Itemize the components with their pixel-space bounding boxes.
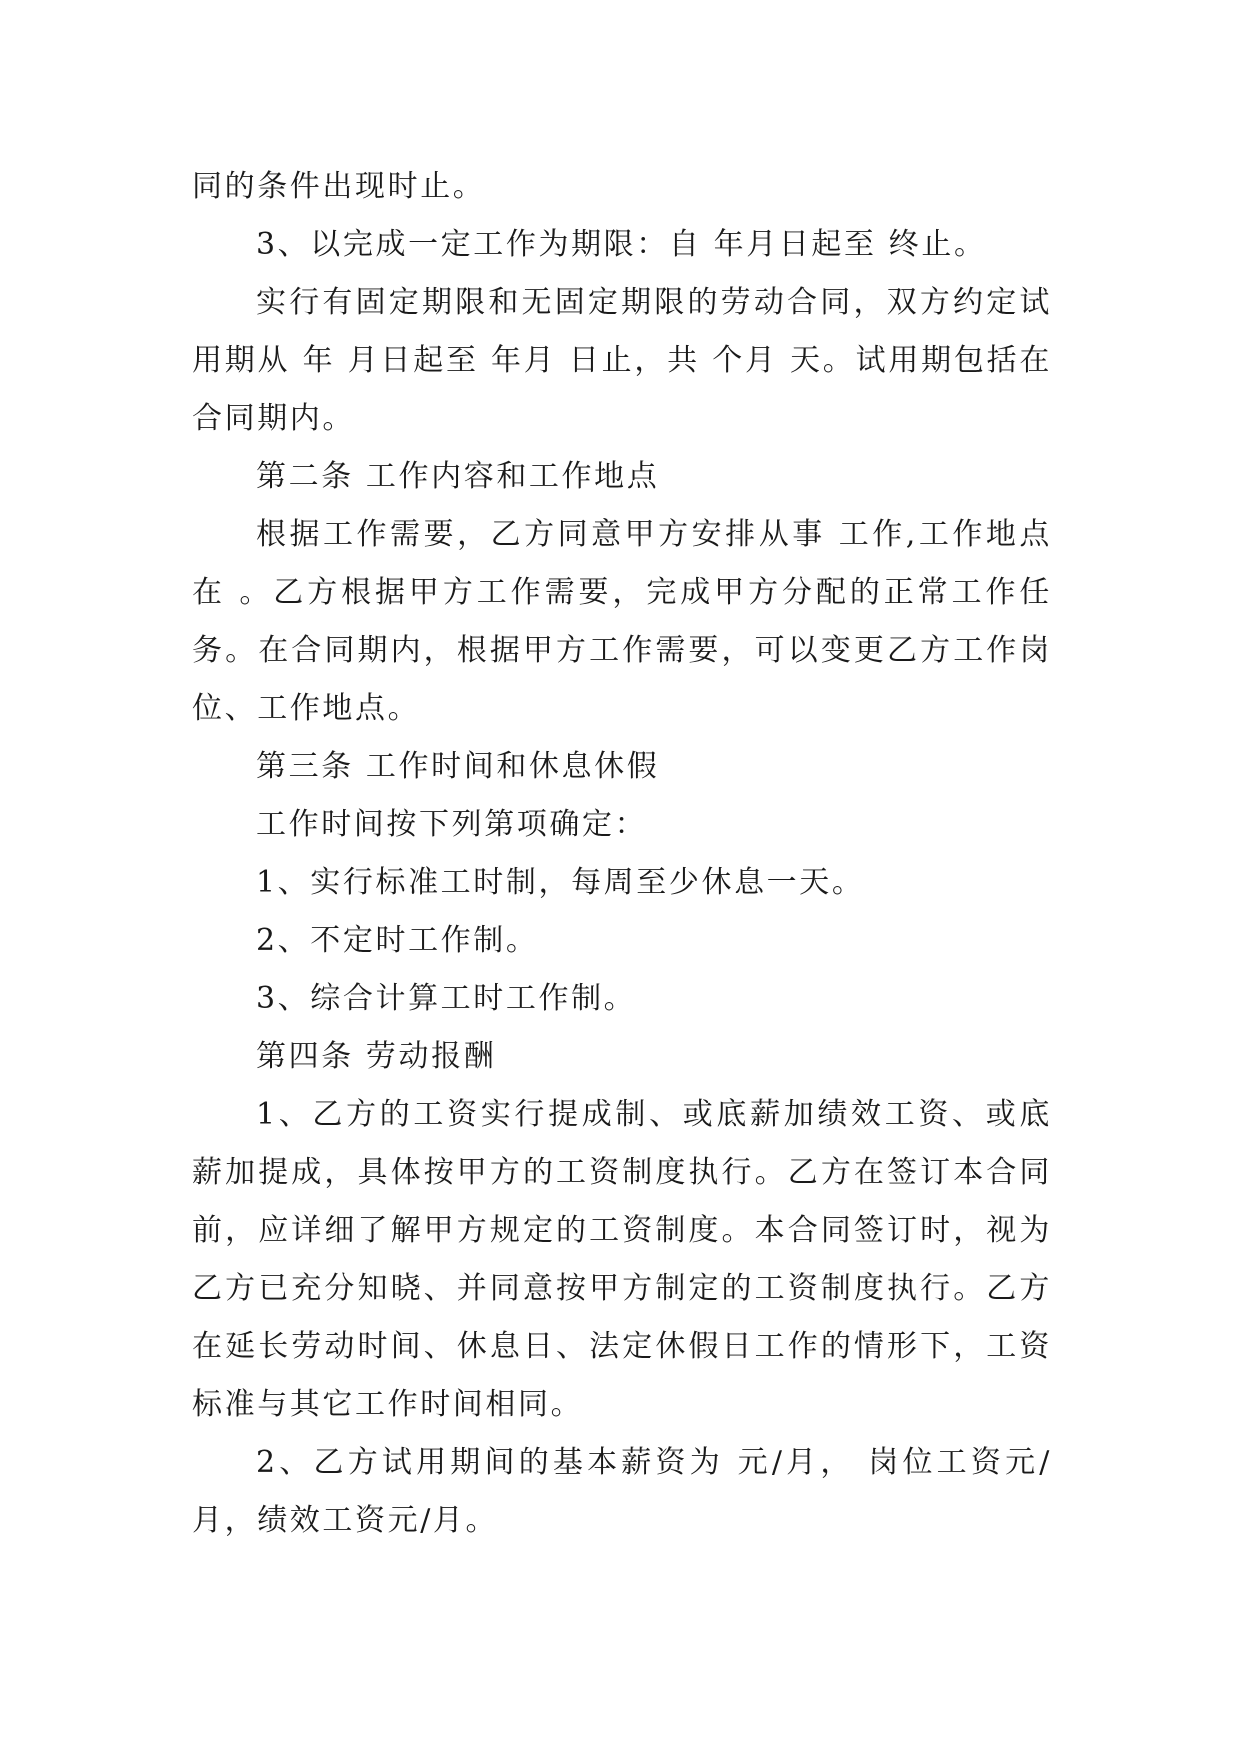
list-item-comprehensive-hours: 3、综合计算工时工作制。 [256,981,637,1016]
paragraph-work-time-intro: 工作时间按下列第项确定： [256,807,648,842]
heading-article-4: 第四条 劳动报酬 [256,1039,497,1074]
paragraph-continuation: 同的条件出现时止。 [192,169,486,204]
paragraph-term-option-3: 3、以完成一定工作为期限：自 年月日起至 终止。 [256,227,987,262]
heading-article-3: 第三条 工作时间和休息休假 [256,749,660,784]
paragraph-probation-salary: 2、乙方试用期间的基本薪资为 元/月， 岗位工资元/月，绩效工资元/月。 [192,1445,1052,1538]
document-body [192,158,1052,1550]
list-item-standard-hours: 1、实行标准工时制，每周至少休息一天。 [256,865,865,900]
paragraph-salary-system: 1、乙方的工资实行提成制、或底薪加绩效工资、或底薪加提成，具体按甲方的工资制度执行。乙方在签订本合同前，应详细了解甲方规定的工资制度。本合同签订时，视为乙方已充分知晓、并同意按甲方制定的工资制度执行。乙方在延长劳动时间、休息日、法定休假日工作的情形下，工资标准与其它工作时间相同。 [192,1097,1052,1422]
paragraph-probation: 实行有固定期限和无固定期限的劳动合同，双方约定试用期从 年 月日起至 年月 日止，共 个月 天。试用期包括在合同期内。 [192,285,1052,436]
list-item-flexible-hours: 2、不定时工作制。 [256,923,539,958]
heading-article-2: 第二条 工作内容和工作地点 [256,459,660,494]
paragraph-work-content: 根据工作需要，乙方同意甲方安排从事 工作,工作地点在 。乙方根据甲方工作需要，完成甲方分配的正常工作任务。在合同期内，根据甲方工作需要，可以变更乙方工作岗位、工作地点。 [192,517,1052,726]
